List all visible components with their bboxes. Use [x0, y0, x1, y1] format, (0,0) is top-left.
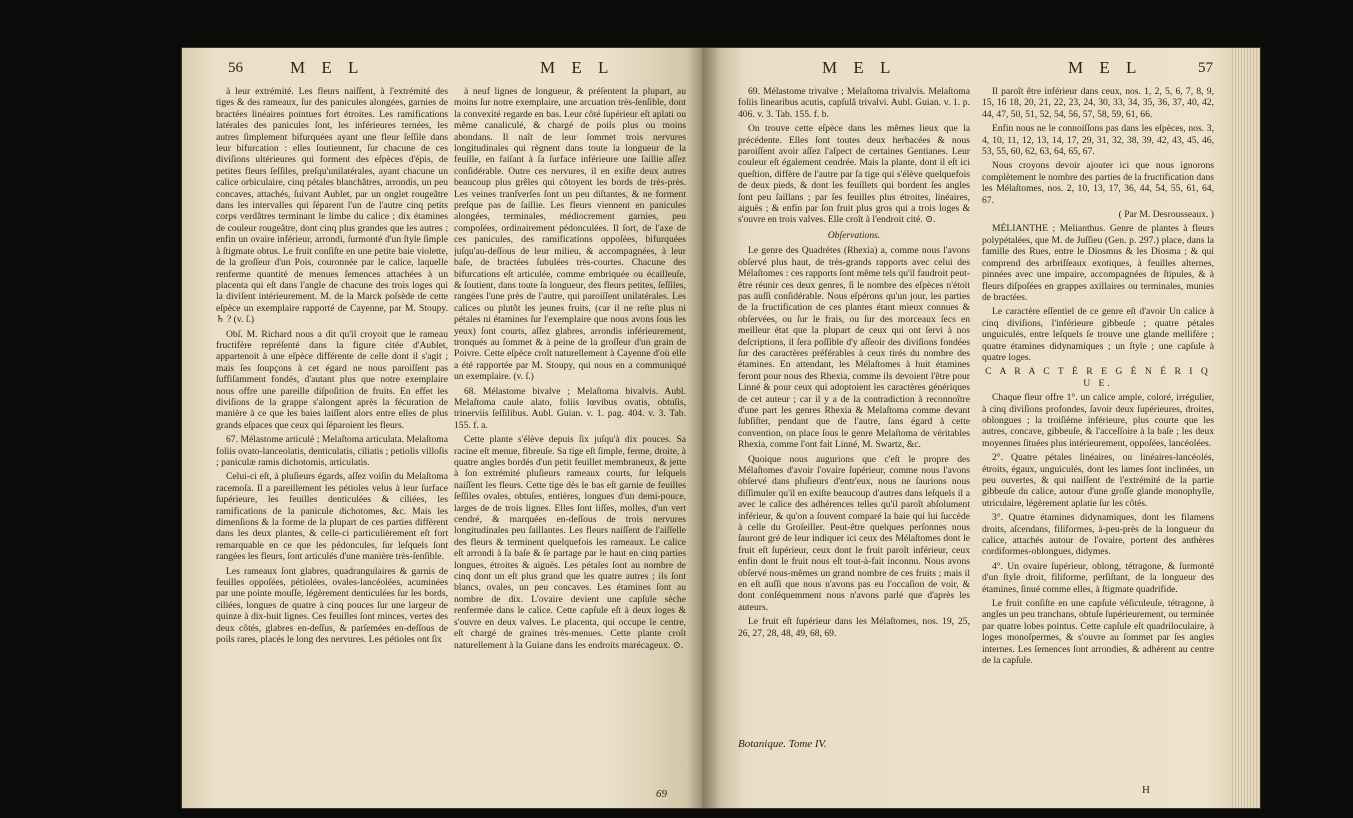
left-column-2	[454, 86, 686, 786]
paragraph: Enfin nous ne le connoiſſons pas dans les eſpèces, nos. 3, 4, 10, 11, 12, 13, 14, 17, 29, 31, 32, 38, 39, 42, 43, 45, 46, 53, 55, 60, 62, 63, 64, 65, 67.	[982, 123, 1214, 158]
paragraph: Il paroît être inférieur dans ceux, nos. 1, 2, 5, 6, 7, 8, 9, 15, 16 18, 20, 21, 22, 23, 24, 30, 33, 34, 35, 36, 37, 40, 42, 44, 47, 50, 51, 52, 54, 56, 57, 58, 59, 61, 66.	[982, 86, 1214, 120]
running-head: M E L	[822, 58, 897, 77]
paragraph: Celui-ci eſt, à pluſieurs égards, aſſez voiſin du Melaſtoma racemoſa. Il a pareillement les pétioles velus à leur ſurface ſupérieure, les feuilles denticulées & ciliées, les ramifications de la panicule dichotomes, &c. Mais les dimenſions & la forme de la plupart de ces parties diffèrent dans les deux plantes, & celle-ci particulièrement eſt fort remarquable en ce que les pédoncules, ſur leſquels ſont rangées les fleurs, ſont articulés d'une manière très-ſenſible.	[216, 471, 448, 563]
paragraph: Le fruit conſiſte en une capſule véſiculeuſe, tétragone, à angles un peu tranchans, obtuſe ſupérieurement, ou terminée par quatre lobes pointus. Cette capſule eſt quadriloculaire, à loges monoſpermes, & s'ouvre au ſommet par ſes angles internes. Les ſemences ſont arrondies, & adhèrent au centre de la capſule.	[982, 598, 1214, 667]
signature-mark: H	[1142, 784, 1150, 796]
paragraph: 67. Mélastome articulé ; Melaſtoma articulata. Melaſtoma foliis ovato-lanceolatis, denticulatis, ciliatis ; petiolis villoſis ; paniculæ ramis dichotomis, articulatis.	[216, 434, 448, 468]
running-head: M E L	[290, 58, 365, 77]
paragraph: Le fruit eſt ſupérieur dans les Mélaſtomes, nos. 19, 25, 26, 27, 28, 48, 49, 68, 69.	[738, 616, 970, 639]
left-page	[182, 48, 702, 808]
section-heading: C A R A C T È R E G É N É R I Q U E.	[985, 366, 1211, 389]
author-credit: ( Par M. Desrousseaux. )	[1118, 209, 1214, 221]
paragraph: On trouve cette eſpèce dans les mêmes lieux que la précédente. Elles ſont toutes deux herbacées & nous paroiſſent avoir aſſez l'aſpect de certaines Gentianes. Leur couleur eſt également cendrée. Mais la plante, dont il eſt ici queſtion, diffère de l'autre par ſa tige qui s'élève quelquefois de deux pieds, & dont les feuillets qui bordent ſes angles ſont peu ſaillans ; par ſes feuilles plus étroites, linéaires, aiguës ; & enfin par ſon fruit plus gros qui a trois loges & s'ouvre en trois valves. Elle croît à l'endroit cité. ⊙.	[738, 123, 970, 226]
section-heading: Obſervations.	[827, 229, 881, 241]
left-column-1	[216, 86, 448, 786]
paragraph: 2°. Quatre pétales linéaires, ou linéaires-lancéolés, étroits, égaux, unguiculés, dont les lames ſont inclinées, un peu ouvertes, & qui naiſſent de l'extrémité de la partie gibbeuſe du calice, autour d'une groſſe glande monophylle, utriculaire, légèrement aplatie ſur les côtés.	[982, 452, 1214, 509]
right-column-1	[738, 86, 970, 728]
running-head-col2: M E L	[1068, 58, 1143, 77]
right-column-2	[982, 86, 1214, 786]
paragraph: Nous croyons devoir ajouter ici que nous ignorons complètement le nombre des parties de la fructification dans les Mélaſtomes, nos. 2, 10, 13, 17, 36, 44, 54, 55, 61, 64, 67.	[982, 160, 1214, 206]
paragraph: 4°. Un ovaire ſupérieur, oblong, tétragone, & ſurmonté d'un ſtyle droit, filiforme, perſiſtant, de la longueur des étamines, ſinué comme elles, à ſtigmate quadrifide.	[982, 560, 1214, 595]
paragraph: 3°. Quatre étamines didynamiques, dont les filamens droits, aſcendans, filiformes, à-peu-près de la longueur du calice, attachés autour de l'ovaire, portent des anthères cordiformes-oblongues, didymes.	[982, 512, 1214, 558]
paragraph: Le caractère eſſentiel de ce genre eſt d'avoir Un calice à cinq diviſions, l'inférieure gibbeuſe ; quatre pétales unguiculés, entre leſquels ſe trouve une glande mellifère ; quatre étamines didynamiques ; un ſtyle ; une capſule à quatre loges.	[982, 306, 1214, 363]
running-head-col2: M E L	[540, 58, 615, 77]
page-number: 57	[1198, 60, 1213, 76]
paragraph: MÉLIANTHE ; Melianthus. Genre de plantes à fleurs polypétalées, que M. de Juſſieu (Gen. p. 297.) place, dans la famille des Rues, entre le Diosmus & les Diosma ; & qui comprend des arbriſſeaux exotiques, à feuilles alternes, pinnées avec une impaire, accompagnées de ſtipules, & à fleurs diſpoſées en grappes axillaires ou terminales, munies de bractées.	[982, 223, 1214, 303]
book-spread	[182, 48, 1260, 808]
paragraph: 69. Mélastome trivalve ; Melaſtoma trivalvis. Melaſtoma foliis linearibus acutis, capſulâ trivalvi. Aubl. Guian. v. 1. p. 406. v. 3. Tab. 155. f. b.	[738, 86, 970, 120]
paragraph: à neuf lignes de longueur, & préſentent la plupart, au moins ſur notre exemplaire, une arcuation très-ſenſible, dont la convexité regarde en bas. Leur côté ſupérieur eſt aplati ou même canaliculé, & chargé de poils plus ou moins abondans. Il naît de leur ſommet trois nervures longitudinales qui règnent dans toute la longueur de la feuille, en faiſant à ſa ſurface inférieure une ſaillie aſſez conſidérable. Outre ces nervures, il en exiſte deux autres beaucoup plus grêles qui côtoyent les bords de très-près. Les veines tranſverſes ſont un peu diſtantes, & ne forment preſque pas de ſaillie. Les fleurs viennent en panicules alongées, terminales, médiocrement garnies, peu compoſées, ordinairement pédonculées. Il ſort, de l'axe de ces panicules, des ramifications oppoſées, bifurquées juſqu'au-deſſous de leur milieu, & accompagnées, à leur baſe, de bractées ſubulées très-courtes. Chacune des bifurcations eſt articulée, comme embriquée ou écailleuſe, & ſoutient, dans toute ſa longueur, des fleurs petites, ſeſſiles, rangées l'une près de l'autre, qui paroiſſent unilatérales. Les calices ou plutôt les jeunes fruits, (car il ne reſte plus ni pétales ni étamines ſur l'exemplaire que nous avons ſous les yeux) ſont courts, aſſez glabres, arrondis inférieurement, tronqués au ſommet & à peine de la groſſeur d'un grain de Poivre. Cette eſpèce croît naturellement à Cayenne d'où elle a été rapportée par M. Stoupy, qui nous en a communiqué un exemplaire. (v. ſ.)	[454, 86, 686, 383]
right-page	[702, 48, 1260, 808]
paragraph: Chaque fleur offre 1°. un calice ample, coloré, irrégulier, à cinq diviſions profondes, ſavoir deux ſupérieures, droites, oblongues ; la troiſième inférieure, plus courte que les autres, concave, gibbeuſe, & l'acceſſoire à la baſe ; les deux moyennes ſituées plus intérieurement, oppoſées, lancéolées.	[982, 392, 1214, 449]
paragraph: Quoique nous augurions que c'eſt le propre des Mélaſtomes d'avoir l'ovaire ſupérieur, comme nous l'avons obſervé dans pluſieurs d'entr'eux, nous ne ſaurions nous diſſimuler qu'il en exiſte beaucoup d'autres dans leſquels il a avec le calice des adhérences telles qu'il paroît abſolument inférieur, & qu'on a ſouvent comparé la baie qui lui ſuccède à celle du Groſeiller. Peut-être quelques perſonnes nous ſauront gré de leur indiquer ici ceux des Mélaſtomes dont le fruit eſt ſupérieur, ceux dont le fruit paroît inférieur, ceux enfin dont le fruit nous eſt tout-à-fait inconnu. Nous avons obſervé nous-mêmes un grand nombre de ces fruits ; mais il en eſt auſſi que nous n'avons pas eu l'occaſion de voir, & dont conſéquemment nous n'avons parlé que d'après les auteurs.	[738, 453, 970, 613]
paragraph: à leur extrémité. Les fleurs naiſſent, à l'extrémité des tiges & des rameaux, ſur des panicules alongées, garnies de bractées linéaires pointues fort étroites. Les ramifications latérales des panicules ſont, les inférieures ternées, les autres ſimplement bifurquées ayant une fleur ſeſſile dans leur bifurcation : elles ſoutiennent, ſur chacune de ces diviſions ultérieures qui forment des eſpèces d'épis, de petites fleurs ſeſſiles, preſqu'unilatérales, ayant chacune un calice orbiculaire, cinq pétales blanchâtres, arrondis, un peu concaves, attachés, ſuivant Aublet, par un onglet rougeâtre dans les intervalles qui ſéparent l'un de l'autre cinq petits corps verdâtres terminant le limbe du calice ; dix étamines de couleur rougeâtre, dont cinq plus grandes que les autres ; enfin un ovaire inférieur, arrondi, ſurmonté d'un ſtyle ſimple à ſtigmate obtus. Le fruit conſiſte en une petite baie violette, de la groſſeur d'un Pois, couronnée par le calice, laquelle renferme quantité de menues ſemences attachées à un placenta qui eſt dans l'angle de chacune des trois loges qui la diviſent intérieurement. M. de la Marck poſsède de cette eſpèce un exemplaire rapporté de Cayenne, par M. Stoupy. ♄ ? (v. ſ.)	[216, 86, 448, 326]
paragraph: Les rameaux ſont glabres, quadrangulaires & garnis de feuilles oppoſées, pétiolées, ovales-lancéolées, acuminées par une pointe mouſſe, légèrement denticulées ſur les bords, ciliées, longues de quatre à cinq pouces ſur une largeur de quinze à dix-huit lignes. Ces feuilles ſont minces, vertes des deux côtés, glabres en-deſſus, & parſemées en-deſſous de poils rares, placés le long des nervures. Les pétioles ont ſix	[216, 565, 448, 646]
signature-mark: 69	[656, 788, 667, 800]
paragraph: 68. Mélastome bivalve ; Melaſtoma bivalvis. Aubl. Melaſtoma caule alato, foliis lœvibus ovatis, obtuſis, trinerviis ſeſſilibus. Aubl. Guian. v. 1. pag. 404. v. 3. Tab. 155. f. a.	[454, 385, 686, 431]
book-gutter	[687, 48, 721, 808]
paragraph: Le genre des Quadrètes (Rhexia) a, comme nous l'avons obſervé plus haut, de très-grands rapports avec celui des Mélaſtomes : ces rapports ſont même tels qu'il faudroit peut-être réunir ces deux genres, ſi le nombre des eſpèces n'étoit pas auſſi conſidérable. Nous eſpérons qu'un jour, les parties de la fructification de ces plantes étant mieux connues & obſervées, ou ſur le frais, ou ſur des morceaux ſecs en meilleur état que la plupart de ceux qui ont ſervi à nos deſcriptions, il ſera poſſible d'y aſſeoir des diviſions fondées ſur des caractères préférables à ceux tirés du nombre des étamines. En attendant, les Mélaſtomes à huit étamines feront pour nous des Rhexia, comme ils devoient l'être pour Linné & pour ceux qui adoptoient les caractères génériques de cet auteur ; car il y a de la contradiction à reconnoître d'une part les genres Rhexia & Melaſtoma comme devant ſubſiſter, pendant que de l'autre, ſans égard à cette convention, on place ſous le genre Melaſtoma de véritables Rhexia, comme l'ont fait Linné, M. Swartz, &c.	[738, 245, 970, 451]
page-number: 56	[228, 60, 243, 76]
volume-footer: Botanique. Tome IV.	[738, 738, 827, 750]
page-edges	[1232, 48, 1260, 808]
paragraph: Cette plante s'élève depuis ſix juſqu'à dix pouces. Sa racine eſt menue, fibreuſe. Sa tige eſt ſimple, ferme, droite, à quatre angles bordés d'un petit feuillet membraneux, & jette à ſon extrémité pluſieurs rameaux courts, ſur leſquels naiſſent les fleurs. Cette tige dès le bas eſt garnie de feuilles ſeſſiles ovales, obtuſes, entières, longues d'un demi-pouce, larges de de trois lignes. Elles ſont liſſes, molles, d'un vert cendré, & marquées en-deſſous de trois nervures longitudinales peu ſaillantes. Les fleurs naiſſent de l'aiſſelle des fleurs & terminent quelquefois les rameaux. Le calice eſt arrondi à ſa baſe & ſe partage par le haut en cinq parties longues, étroites & aiguës. Les pétales ſont au nombre de cinq dont un eſt plus grand que les quatre autres ; ils ſont blancs, ovales, un peu concaves. Les étamines ſont au nombre de dix. L'ovaire devient une capſule sèche renfermée dans le calice. Cette capſule eſt à deux loges & s'ouvre en deux valves. Le placenta, qui occupe le centre, eſt chargé de graines très-menues. Cette plante croît naturellement à la Guiane dans les endroits marécageux. ⊙.	[454, 434, 686, 651]
paragraph: Obſ. M. Richard nous a dit qu'il croyoit que le rameau fructifère repréſenté dans la figure citée d'Aublet, appartenoit à une eſpèce différente de celle dont il s'agit ; mais ſes ſoupçons à cet égard ne nous paroiſſent pas ſuffiſamment fondés, d'autant plus que notre exemplaire nous offre une pareille diſpoſition de fruits. En effet les diviſions de la grappe s'alongent après la fécuration de manière à ce que les baies laiſſent alors entre elles de plus grands eſpaces que ceux qui ſéparoient les fleurs.	[216, 328, 448, 431]
